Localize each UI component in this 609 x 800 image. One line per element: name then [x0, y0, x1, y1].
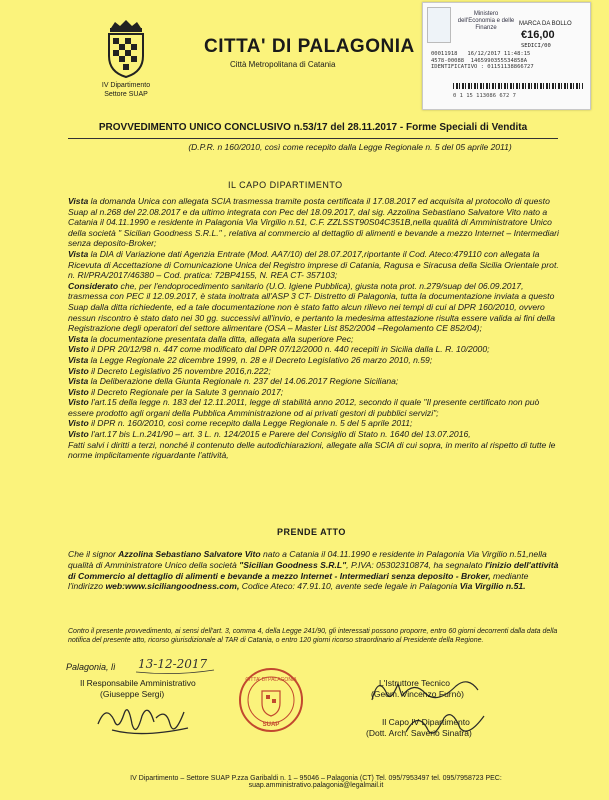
vista-paragraph: Visto il Decreto Regionale per la Salute 3 gennaio 2017; [68, 386, 284, 397]
vista-paragraph: Vista la Deliberazione della Giunta Regionale n. 237 del 14.06.2017 Regione Siciliana; [68, 376, 399, 387]
ministry-emblem-icon [427, 7, 451, 43]
vista-paragraph: Vista la DIA di Variazione dati Agenzia Entrate (Mod. AA7/10) del 28.07.2017,riportante il Cod. Ateco:479110 con allegata la Ricevuta di Accettazione di Comunicazione Unica del Registro imprese di Catania, Ragusa e Siracusa della Sicilia Orientale prot. n. RI/PRA/2017/46380 – Cod. pratica: 72BP4155, N. REA CT- 357103; [68, 248, 559, 281]
vista-paragraph: Vista la domanda Unica con allegata SCIA trasmessa tramite posta certificata il 17.08.2017 ed acquisita al protocollo di questo Suap al n.268 del 22.08.2017 e da ultimo integrata con Pec del 18.09.2017, dal sig. Azzolina Sebastiano Salvatore Vito nato a Catania il 04.11.1990 e residente in Palagonia Via Virgilio n.51, C.F. ZZLSST90S04C351B,nella qualità di Amministratore Unico della società " Sicilian Goodness S.R.L." , relativa al commercio al dettaglio di alimenti e bevande a mezzo Internet – Intermediari senza deposito-Broker; [68, 196, 559, 249]
section-heading-capo: IL CAPO DIPARTIMENTO [228, 180, 343, 190]
barcode-icon [453, 83, 583, 89]
footer-contacts: IV Dipartimento – Settore SUAP P.zza Garibaldi n. 1 – 95046 – Palagonia (CT) Tel. 095/7953497 tel. 095/7958723 PEC: suap.amministrativo.palagonia@legalmail.it [130, 775, 502, 789]
stamp-label: MARCA DA BOLLO [519, 21, 572, 27]
department-line-1: IV Dipartimento [101, 82, 151, 89]
section-heading-prende-atto: PRENDE ATTO [277, 527, 346, 537]
stamp-amount: €16,00 [521, 29, 555, 41]
appeal-notice: Contro il presente provvedimento, ai sensi dell'art. 3, comma 4, della Legge 241/90, gli interessati possono proporre, entro 60 giorni decorrenti dalla data della notifica del presente atto, ricorso giurisdizionale al TAR di Catania, o entro 120 giorni ricorso straordinario al Presidente della Regione. [68, 628, 558, 644]
stamp-ministry: Ministero dell'Economia e delle Finanze [457, 11, 515, 31]
department-line-2: Settore SUAP [104, 91, 148, 98]
vista-paragraph: Visto il Decreto Legislativo 25 novembre 2016,n.222; [68, 365, 271, 376]
provvedimento-title: PROVVEDIMENTO UNICO CONCLUSIVO n.53/17 del 28.11.2017 - Forme Speciali di Vendita [98, 122, 528, 133]
revenue-stamp [422, 2, 591, 110]
svg-text:SUAP: SUAP [262, 722, 280, 728]
vista-paragraph: Visto il DPR n. 160/2010, così come recepito dalla Legge Regionale n. 5 del 5 aprile 2011; [68, 418, 413, 429]
handwritten-date [136, 652, 216, 676]
vista-paragraph: Fatti salvi i diritti a terzi, nonché il contenuto delle autodichiarazioni, allegate alla SCIA di cui sopra, in merito al rispetto di tutte le norme implicitamente riguardante l'attività, [68, 439, 556, 461]
responsabile-role: Il Responsabile Amministrativo [80, 678, 196, 688]
title-divider [68, 138, 558, 139]
city-crest-logo [103, 20, 149, 78]
vista-paragraph: Considerato che, per l'endoprocedimento sanitario (U.O. Igiene Pubblica), giusta nota prot. n.279/suap del 06.09.2017, trasmessa con PEC il 12.09.2017, è stata inoltrata all'ASP 3 CT- Distretto di Palagonia, tutta la documentazione inviata a questo Suap dalla ditta richiedente, ed a tale documentazione non è stato fatto alcun rilievo nei tempi di cui al DPR 160/2010, ovvero nessun riscontro è stato dato nei 30 gg. successivi all'invio, e pertanto la medesima attestazione risulta essere valida ai fini della Registrazione degli operatori del settore alimentare (OSA – Master List 852/2004 –Regolamento CE 852/04); [68, 280, 555, 334]
official-seal [238, 667, 304, 733]
svg-text:13-12-2017: 13-12-2017 [138, 657, 208, 671]
date-line [66, 662, 116, 672]
vista-paragraph: Visto l'art.17 bis L.n.241/90 – art. 3 L. n. 124/2015 e Parere del Consiglio di Stato n. 1640 del 13.07.2016, [68, 429, 471, 440]
istruttore-role: L'Istruttore Tecnico [379, 678, 450, 688]
provvedimento-subtitle: (D.P.R. n 160/2010, così come recepito dalla Legge Regionale n. 5 del 05 aprile 2011) [188, 142, 512, 152]
stamp-details: 00011918 16/12/2017 11:48:15 4578-00088 1465990355534858A IDENTIFICATIVO : 01151138866727 [431, 51, 534, 70]
vista-paragraph: Visto l'art.15 della legge n. 183 del 12.11.2011, legge di stabilità anno 2012, secondo il quale "Il presente certificato non può essere prodotto agli organi della Pubblica Amministrazione od ai privati gestori di pubblici servizi"; [68, 397, 540, 418]
vista-paragraph: Vista la Legge Regionale 22 dicembre 1999, n. 28 e il Decreto Legislativo 26 marzo 2010, n.59; [68, 354, 433, 365]
department-header [86, 81, 166, 99]
vista-section [68, 196, 564, 461]
vista-paragraph: Visto il DPR 20/12/98 n. 447 come modificato dal DPR 07/12/2000 n. 440 recepiti in Sicilia dalla L. R. 10/2000; [68, 344, 490, 355]
vista-paragraph: Vista la documentazione presentata dalla ditta, allegata alla superiore Pec; [68, 333, 354, 344]
stamp-bottom-code: 0 1 15 113086 672 7 [453, 93, 516, 99]
city-subtitle: Città Metropolitana di Catania [230, 60, 336, 69]
prende-atto-paragraph: Che il signor Azzolina Sebastiano Salvatore Vito nato a Catania il 04.11.1990 e residente in Palagonia Via Virgilio n.51,nella qualità di Amministratore Unico della società "Sicilian Goodness S.R.L", P.IVA: 05302310874, ha segnalato l'inizio dell'attività di Commercio al dettaglio di alimenti e bevande a mezzo Internet - Intermediari senza deposito - Broker, mediante l'indirizzo web:www.siciliangoodness.com, Codice Ateco: 47.91.10, avente sede legale in Palagonia Via Virgilio n.51. [68, 549, 559, 592]
capo-name: (Dott. Arch. Saverio Sinatra) [366, 728, 472, 738]
date-prefix: Palagonia, lì [66, 662, 116, 672]
responsabile-name: (Giuseppe Sergi) [100, 689, 165, 699]
istruttore-name: (Geom. Vincenzo Furnò) [371, 689, 464, 699]
capo-role: Il Capo IV Dipartimento [382, 717, 470, 727]
stamp-code: SEDICI/00 [521, 43, 551, 49]
city-title: CITTA' DI PALAGONIA [204, 36, 415, 57]
svg-text:CITTA' DI PALAGONIA: CITTA' DI PALAGONIA [245, 677, 297, 683]
signature-responsabile [92, 694, 202, 742]
